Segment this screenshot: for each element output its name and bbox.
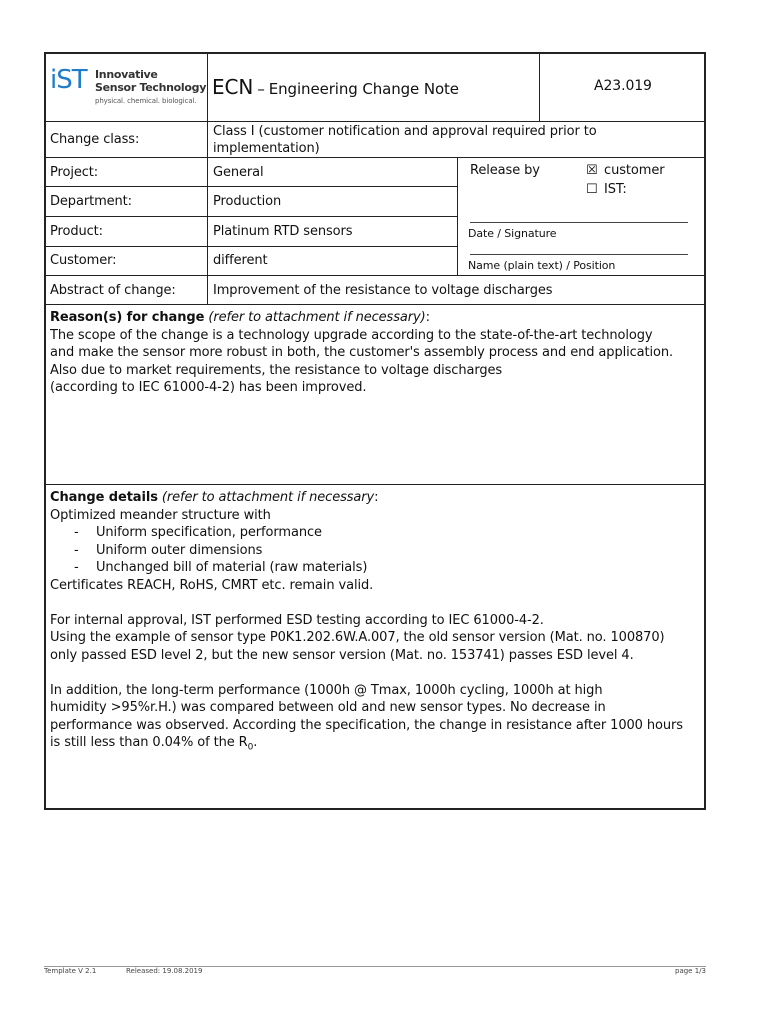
details-para3-line: humidity >95%r.H.) was compared between old and new sensor types. No decrease in <box>50 700 606 715</box>
date-signature-caption: Date / Signature <box>468 227 557 240</box>
abstract-value: Improvement of the resistance to voltage discharges <box>213 283 553 298</box>
details-para3-line: performance was observed. According the specification, the change in resistance after 1000 hours <box>50 717 683 733</box>
details-bullet: - Uniform specification, performance <box>50 524 683 542</box>
title-abbreviation: ECN <box>212 75 254 99</box>
product-label: Product: <box>50 224 103 239</box>
customer-value: different <box>213 253 268 268</box>
change-class-value-line2: implementation) <box>213 141 320 156</box>
details-section <box>50 489 683 757</box>
company-tagline: physical. chemical. biological. <box>95 97 197 105</box>
column-divider <box>207 121 208 304</box>
signature-line <box>470 222 688 223</box>
details-bullet: - Unchanged bill of material (raw materials) <box>50 559 683 577</box>
project-value: General <box>213 165 264 180</box>
details-para3-line: In addition, the long-term performance (1000h @ Tmax, 1000h cycling, 1000h at high <box>50 682 603 698</box>
ist-logo-mark: iST <box>50 65 87 95</box>
reasons-line: (according to IEC 61000-4-2) has been improved. <box>50 380 367 395</box>
name-line <box>470 254 688 255</box>
document-number: A23.019 <box>594 78 652 94</box>
row-divider <box>44 484 706 485</box>
details-bullet: - Uniform outer dimensions <box>50 542 683 560</box>
reasons-heading-line <box>50 309 673 327</box>
row-divider <box>44 157 706 158</box>
details-para3-last-prefix: is still less than 0.04% of the R <box>50 735 248 750</box>
release-customer-option[interactable] <box>586 162 664 179</box>
row-divider <box>44 121 706 122</box>
department-label: Department: <box>50 194 132 209</box>
details-heading-line <box>50 489 683 507</box>
row-divider <box>44 304 706 305</box>
column-divider <box>207 52 208 121</box>
title-dash: – <box>257 80 265 98</box>
reasons-colon: : <box>425 310 430 325</box>
details-bullet-list <box>50 524 683 577</box>
title-text: Engineering Change Note <box>268 80 459 98</box>
company-name-line2: Sensor Technology <box>95 81 207 94</box>
product-value: Platinum RTD sensors <box>213 224 353 239</box>
reasons-line: and make the sensor more robust in both, the customer's assembly process and end application. <box>50 345 674 360</box>
abstract-label: Abstract of change: <box>50 283 176 298</box>
row-divider <box>44 246 457 247</box>
details-para2-line: For internal approval, IST performed ESD testing according to IEC 61000-4-2. <box>50 612 544 628</box>
row-divider <box>44 186 457 187</box>
column-divider <box>539 52 540 121</box>
details-para3-last-suffix: . <box>253 735 258 750</box>
details-intro: Optimized meander structure with <box>50 507 271 523</box>
footer-page: page 1/3 <box>675 967 706 975</box>
name-position-caption: Name (plain text) / Position <box>468 259 616 272</box>
customer-label: Customer: <box>50 253 117 268</box>
release-by-label: Release by <box>470 163 540 178</box>
details-para3-last-line <box>50 734 683 757</box>
unchecked-box-icon[interactable]: ☐ <box>586 182 598 197</box>
details-para2-line: Using the example of sensor type P0K1.202.6W.A.007, the old sensor version (Mat. no. 100870) <box>50 630 665 645</box>
details-note: (refer to attachment if necessary <box>161 490 375 505</box>
reasons-note: (refer to attachment if necessary) <box>208 310 426 325</box>
row-divider <box>44 216 457 217</box>
column-divider <box>457 157 458 275</box>
reasons-line: Also due to market requirements, the resistance to voltage discharges <box>50 362 503 378</box>
change-class-value-line1: Class I (customer notification and approval required prior to <box>213 124 597 139</box>
document-title <box>212 75 459 101</box>
details-certificates: Certificates REACH, RoHS, CMRT etc. remain valid. <box>50 577 374 593</box>
department-value: Production <box>213 194 282 209</box>
company-name-line1: Innovative <box>95 68 158 81</box>
reasons-section <box>50 309 673 397</box>
footer-template: Template V 2.1 <box>44 967 97 975</box>
release-ist-label: IST: <box>604 182 627 197</box>
details-para3-subscript: 0 <box>247 742 254 753</box>
release-customer-label: customer <box>604 163 665 178</box>
footer-released: Released: 19.08.2019 <box>126 967 203 975</box>
project-label: Project: <box>50 165 99 180</box>
details-para2-line: only passed ESD level 2, but the new sensor version (Mat. no. 153741) passes ESD level 4. <box>50 647 634 663</box>
reasons-line: The scope of the change is a technology upgrade according to the state-of-the-art technology <box>50 327 653 343</box>
release-ist-option[interactable] <box>586 181 627 198</box>
company-name <box>95 68 206 94</box>
reasons-heading: Reason(s) for change <box>50 310 205 325</box>
change-class-label: Change class: <box>50 132 140 147</box>
details-heading: Change details <box>50 490 158 505</box>
details-colon: : <box>374 490 379 505</box>
checked-box-icon[interactable]: ☒ <box>586 163 598 178</box>
row-divider <box>44 275 706 276</box>
